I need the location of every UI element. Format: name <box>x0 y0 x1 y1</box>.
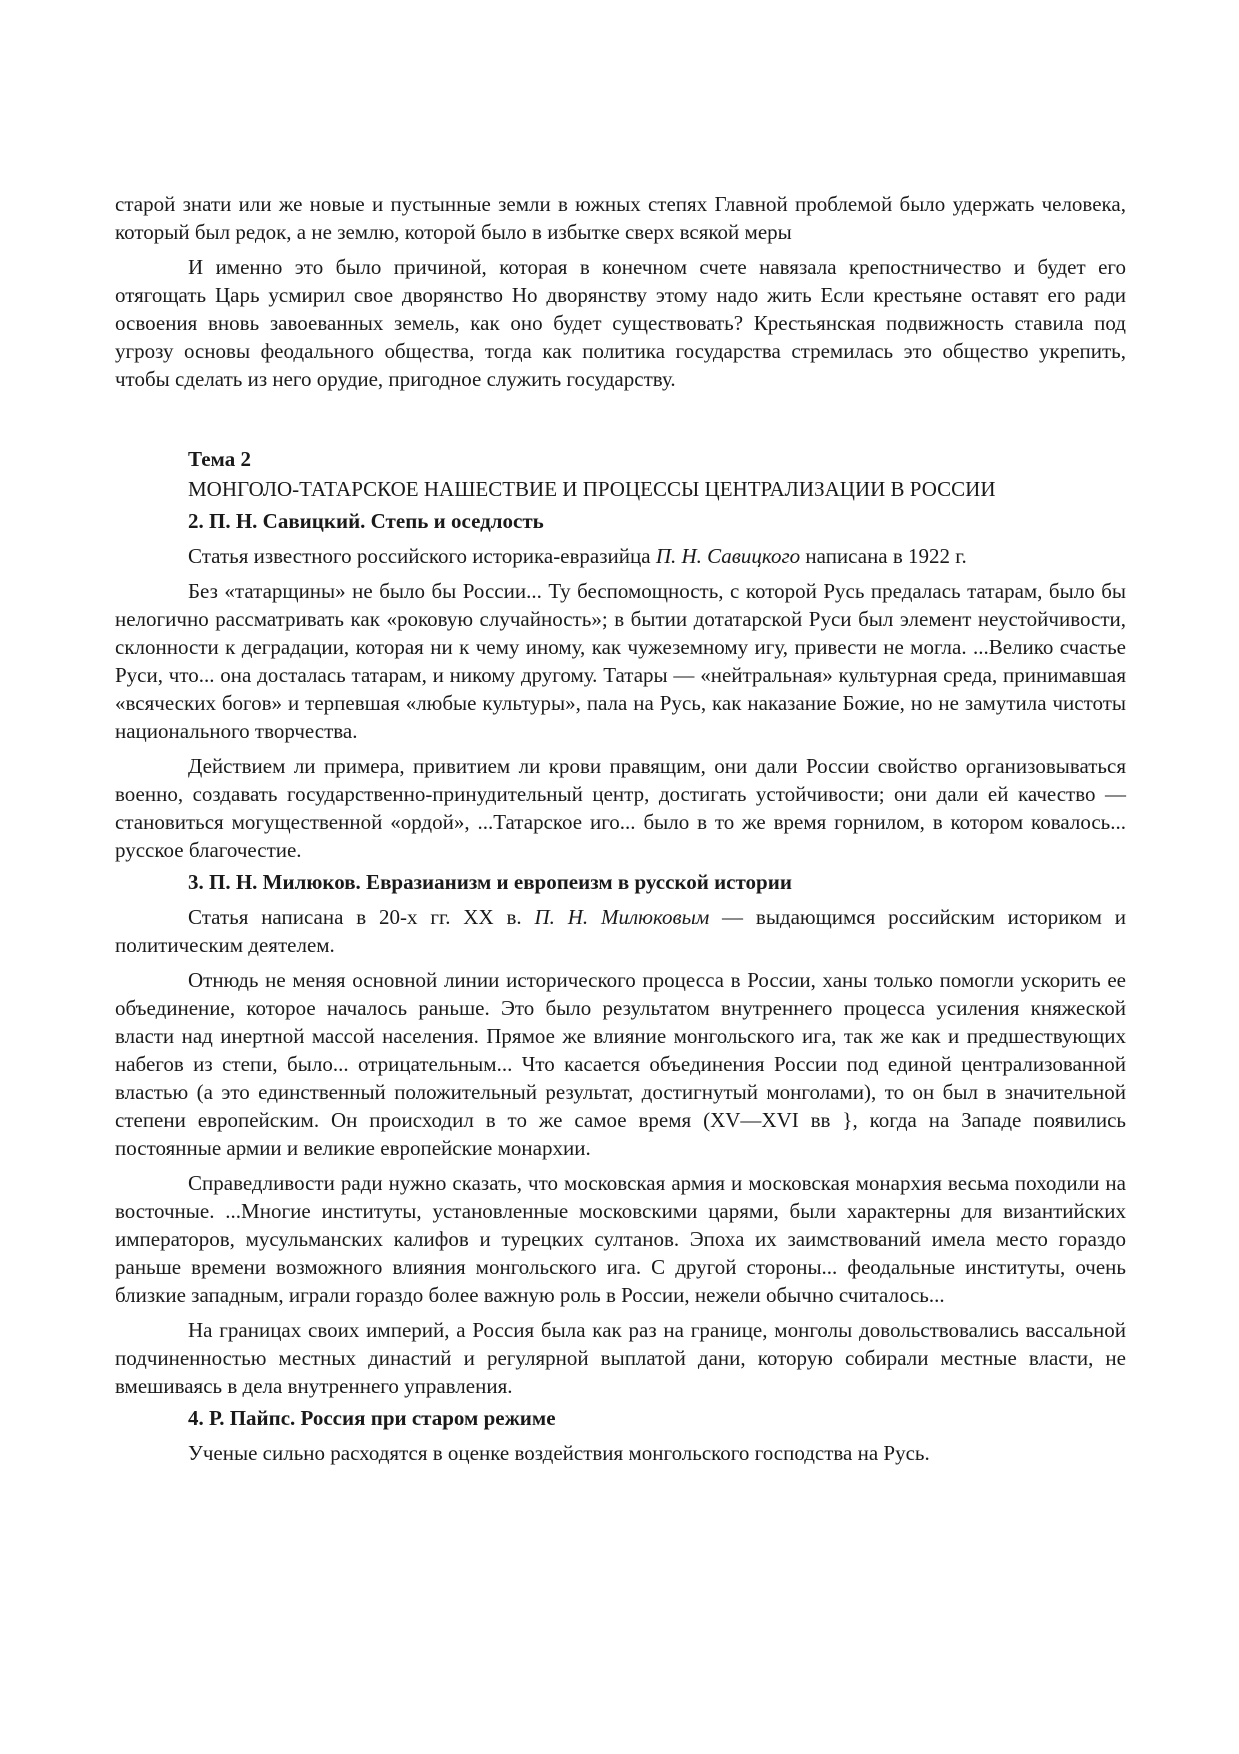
paragraph: Действием ли примера, привитием ли крови правящим, они дали России свойство организовываться военно, создавать государственно-принудительный центр, достигать устойчивости; они дали ей качество — становиться могущественной «ордой», ...Татарское иго... было в то же время горнилом, в котором ковалось... русское благочестие. <box>115 754 1126 862</box>
topic-label: Тема 2 <box>188 447 251 471</box>
paragraph: старой знати или же новые и пустынные земли в южных степях Главной проблемой было удержать человека, который был редок, а не землю, которой было в избытке сверх всякой меры <box>115 192 1126 244</box>
author-name: П. Н. Савицкого <box>655 544 801 568</box>
section-title: МОНГОЛО-ТАТАРСКОЕ НАШЕСТВИЕ И ПРОЦЕССЫ ЦЕНТРАЛИЗАЦИИ В РОССИИ <box>188 477 996 501</box>
paragraph: Ученые сильно расходятся в оценке воздействия монгольского господства на Русь. <box>188 1441 930 1465</box>
document-page <box>115 190 1126 1467</box>
intro-text: — выдающимся российским историком и политическим деятелем. <box>115 905 1126 957</box>
author-name: П. Н. Милюковым <box>534 905 710 929</box>
section-heading: 2. П. Н. Савицкий. Степь и оседлость <box>188 509 544 533</box>
intro-text: Статья известного российского историка-евразийца <box>188 544 656 568</box>
intro-text: написана в 1922 г. <box>800 544 967 568</box>
paragraph: Отнюдь не меняя основной линии исторического процесса в России, ханы только помогли ускорить ее объединение, которое началось раньше. Это было результатом внутреннего процесса усиления княжеской власти над инертной массой населения. Прямое же влияние монгольского ига, так же как и предшествующих набегов из степи, было... отрицательным... Что касается объединения России под единой централизованной властью (а это единственный положительный результат, достигнутый монголами), то он был в значительной степени европейским. Он происходил в то же самое время (XV—XVI вв }, когда на Западе появились постоянные армии и великие европейские монархии. <box>115 968 1126 1160</box>
paragraph: Без «татарщины» не было бы России... Ту беспомощность, с которой Русь предалась татарам, было бы нелогично рассматривать как «роковую случайность»; в бытии дотатарской Руси был элемент неустойчивости, склонности к деградации, которая ни к чему иному, как чужеземному игу, привести не могла. ...Велико счастье Руси, что... она досталась татарам, и никому другому. Татары — «нейтральная» культурная среда, принимавшая «всяческих богов» и терпевшая «любые культуры», пала на Русь, как наказание Божие, но не замутила чистоты национального творчества. <box>115 579 1126 743</box>
paragraph: На границах своих империй, а Россия была как раз на границе, монголы довольствовались вассальной подчиненностью местных династий и регулярной выплатой дани, которую собирали местные власти, не вмешиваясь в дела внутреннего управления. <box>115 1318 1126 1398</box>
paragraph-intro <box>115 903 1126 959</box>
paragraph: И именно это было причиной, которая в конечном счете навязала крепостничество и будет его отягощать Царь усмирил свое дворянство Но дворянству этому надо жить Если крестьяне оставят его ради освоения вновь завоеванных земель, как оно будет существовать? Крестьянская подвижность ставила под угрозу основы феодального общества, тогда как политика государства стремилась это общество укрепить, чтобы сделать из него орудие, пригодное служить государству. <box>115 255 1126 391</box>
paragraph: Справедливости ради нужно сказать, что московская армия и московская монархия весьма походили на восточные. ...Многие институты, установленные московскими царями, были характерны для византийских императоров, мусульманских калифов и турецких султанов. Эпоха их заимствований имела место гораздо раньше времени возможного влияния монгольского ига. С другой стороны... феодальные институты, очень близкие западным, играли гораздо более важную роль в России, нежели обычно считалось... <box>115 1171 1126 1307</box>
paragraph-intro <box>115 542 1126 570</box>
section-heading: 4. Р. Пайпс. Россия при старом режиме <box>188 1406 556 1430</box>
section-heading: 3. П. Н. Милюков. Евразианизм и европеизм в русской истории <box>188 870 792 894</box>
intro-text: Статья написана в 20-х гг. XX в. <box>188 905 535 929</box>
